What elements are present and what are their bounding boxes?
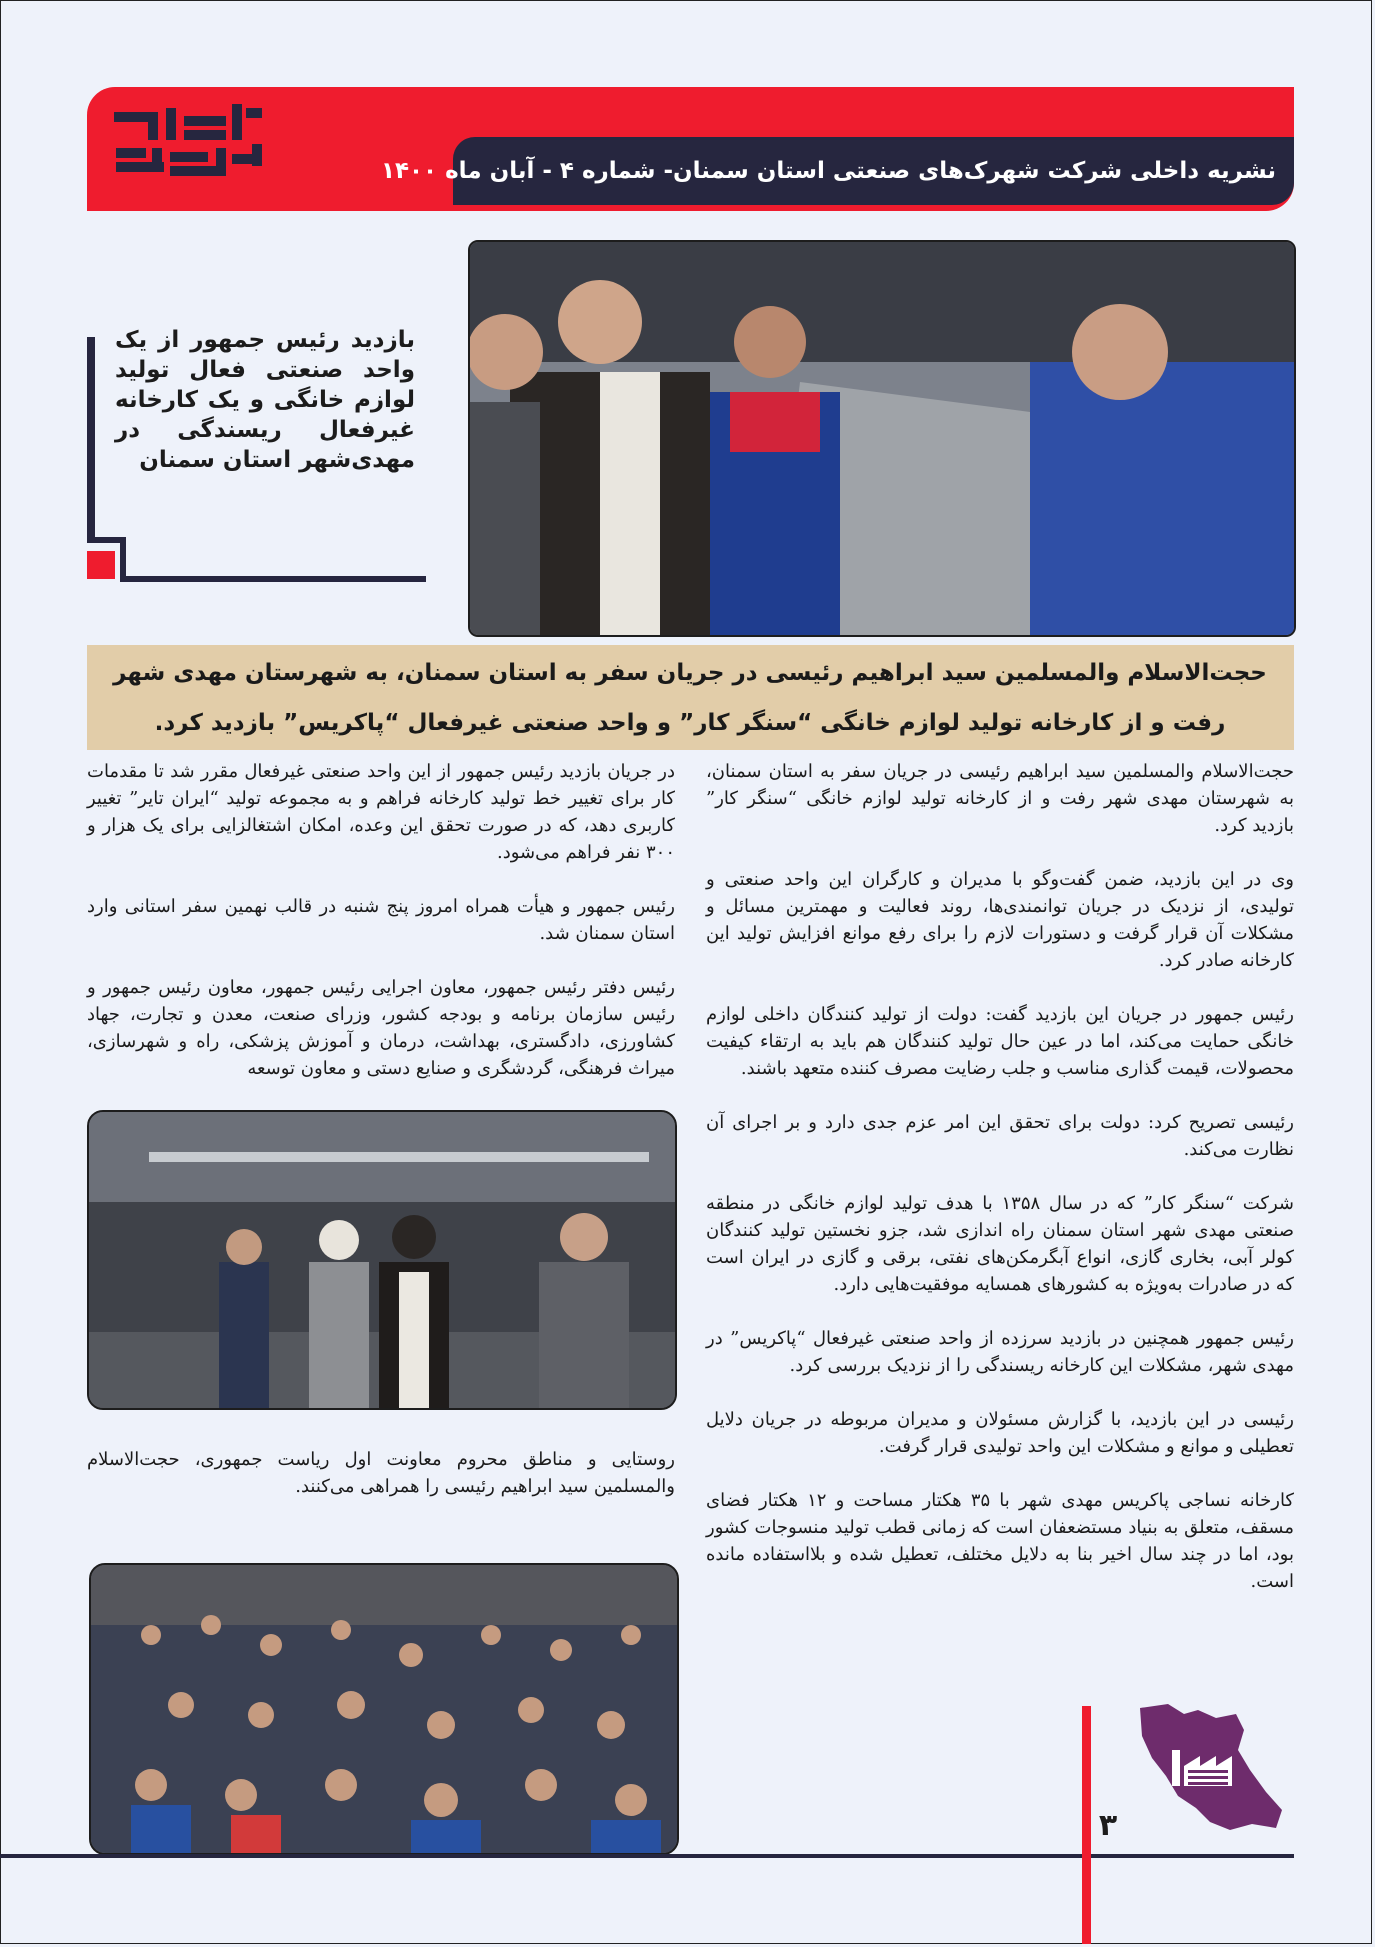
title-red-square [87,551,115,579]
hero-photo [468,240,1296,637]
paragraph: کارخانه نساجی پاکریس مهدی شهر با ۳۵ هکتار مساحت و ۱۲ هکتار فضای مسقف، متعلق به بنیاد مستضعفان است که زمانی قطب تولید منسوجات کشور بود، اما در چند سال اخیر بنا به دلایل مختلف، تعطیل شده و بلااستفاده مانده است. [706,1490,1294,1592]
title-frame-corner-vertical [120,537,126,581]
article-headline: حجت‌الاسلام والمسلمین سید ابراهیم رئیسی در جریان سفر به استان سمنان، به شهرستان مهدی شهر رفت و از کارخانه تولید لوازم خانگی “سنگر کار” و واحد صنعتی غیرفعال “پاکریس” بازدید کرد. [113,660,1267,736]
publication-info: نشریه داخلی شرکت شهرک‌های صنعتی استان سمنان- شماره ۴ - آبان ماه ۱۴۰۰ [380,158,1276,184]
paragraph: رئیس دفتر رئیس جمهور، معاون اجرایی رئیس جمهور، معاون رئیس جمهور و رئیس سازمان برنامه و بودجه کشور، وزرای صنعت، معدن و تجارت، جهاد کشاورزی، دادگستری، بهداشت، درمان و آموزش پزشکی، راه و شهرسازی، میراث فرهنگی، گردشگری و صنایع دستی و معاون توسعه [87,977,675,1079]
paragraph: وی در این بازدید، ضمن گفت‌وگو با مدیران و کارگران این واحد صنعتی و تولیدی، از نزدیک در جریان توانمندی‌ها، روند فعالیت و مهمترین مسائل و مشکلات آن قرار گرفت و دستورات لازم را برای رفع موانع افزایش تولید این کارخانه صادر کرد. [706,869,1294,971]
factory-visit-photo [87,1110,677,1410]
article-side-title: بازدید رئیس جمهور از یک واحد صنعتی فعال تولید لوازم خانگی و یک کارخانه غیرفعال ریسندگی در مهدی‌شهر استان سمنان [115,327,415,473]
body-column-left-top [87,758,675,1109]
title-frame-bottom [120,576,426,582]
crowd-photo [89,1563,679,1855]
iran-map-factory-icon [1126,1700,1286,1840]
paragraph: شرکت “سنگر کار” که در سال ۱۳۵۸ با هدف تولید لوازم خانگی در منطقه صنعتی مهدی شهر استان سمنان راه اندازی شد، جزو نخستین تولید کنندگان کولر آبی، بخاری گازی، انواع آبگرمکن‌های نفتی، برقی و گازی در ایران است که در صادرات به‌ویژه به کشورهای همسایه موفقیت‌هایی دارد. [706,1193,1294,1295]
paragraph: در جریان بازدید رئیس جمهور از این واحد صنعتی غیرفعال مقرر شد تا مقدمات کار برای تغییر خط تولید کارخانه فراهم و به مجموعه تولید “ایران تایر” تغییر کاربری دهد، که در صورت تحقق این وعده، امکان اشتغالزایی برای یک هزار و ۳۰۰ نفر فراهم می‌شود. [87,761,675,863]
body-column-left-bottom: روستایی و مناطق محروم معاونت اول ریاست جمهوری، حجت‌الاسلام والمسلمین سید ابراهیم رئیسی را همراهی می‌کنند. [87,1449,675,1497]
publication-logo [112,104,264,184]
paragraph: رئیس جمهور همچنین در بازدید سرزده از واحد صنعتی غیرفعال “پاکریس” در مهدی شهر، مشکلات این کارخانه ریسندگی را از نزدیک بررسی کرد. [706,1328,1294,1376]
paragraph: حجت‌الاسلام والمسلمین سید ابراهیم رئیسی در جریان سفر به استان سمنان، به شهرستان مهدی شهر رفت و از کارخانه تولید لوازم خانگی “سنگر کار” بازدید کرد. [706,761,1294,836]
paragraph: رئیسی در این بازدید، با گزارش مسئولان و مدیران مربوطه در جریان دلایل تعطیلی و موانع و مشکلات این واحد تولیدی قرار گرفت. [706,1409,1294,1457]
page-number: ۳ [1098,1808,1118,1843]
body-column-right [706,758,1294,1622]
footer-rule [0,1854,1294,1858]
paragraph: رئیس جمهور و هیأت همراه امروز پنج شنبه در قالب نهمین سفر استانی وارد استان سمنان شد. [87,896,675,944]
paragraph: رئیس جمهور در جریان این بازدید گفت: دولت از تولید کنندگان داخلی لوازم خانگی حمایت می‌کند، اما در عین حال تولید کنندگان هم باید به ارتقاء کیفیت محصولات، قیمت گذاری مناسب و جلب رضایت مصرف کننده متعهد باشند. [706,1004,1294,1079]
title-frame-vertical [87,337,95,542]
paragraph: رئیسی تصریح کرد: دولت برای تحقق این امر عزم جدی دارد و بر اجرای آن نظارت می‌کند. [706,1112,1294,1160]
